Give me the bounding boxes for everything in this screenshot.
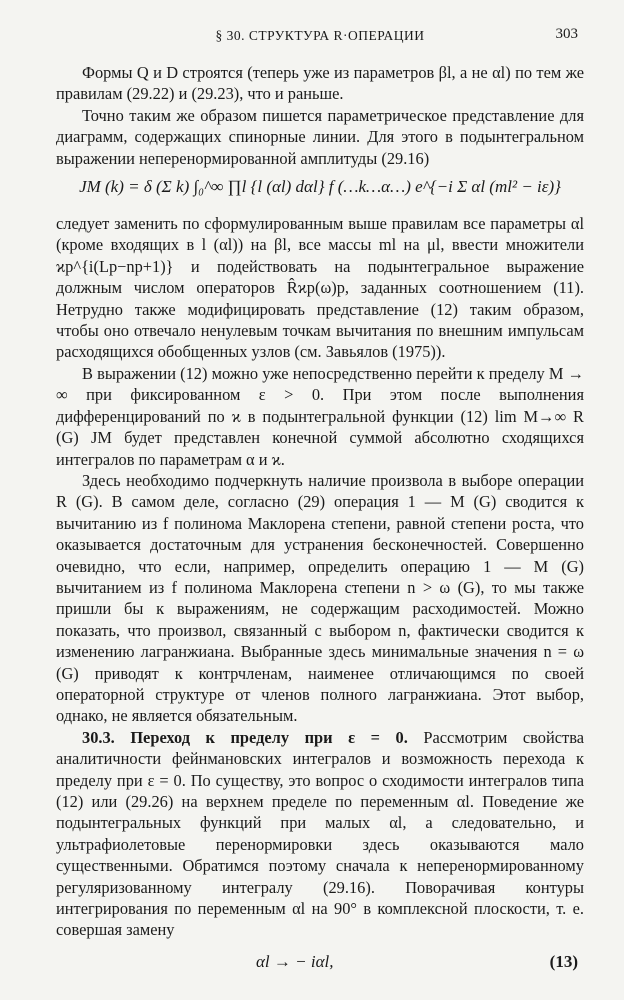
formula-13-number: (13) [549, 951, 578, 971]
paragraph-6-text: Рассмотрим свойства аналитичности фейнмановских интегралов и возможность перехода к пределу при ε = 0. По существу, это вопрос о сходимости интегралов типа (12) или (29.26) на верхнем пределе по переменным αl. Поведение же подынтегральных функций при малых αl, а следовательно, и ультрафиолетовые перенормировки здесь оказываются мало существенными. Обратимся поэтому сначала к неперенормированному регуляризованному интегралу (29.16). Поворачивая контуры интегрирования по переменным αl на 90° в комплексной плоскости, т. е. совершая замену [56, 727, 585, 940]
running-header [56, 28, 584, 48]
paragraph-1: Формы Q и D строятся (теперь уже из параметров βl, а не αl) по тем же правилам (29.22) и (29.23), что и раньше. [56, 63, 584, 104]
paragraph-2: Точно таким же образом пишется параметрическое представление для диаграмм, содержащих спинорные линии. Для этого в подынтегральном выражении неперенормированной амплитуды (29.16) [56, 105, 584, 168]
formula-amplitude: JM (k) = δ (Σ k) ∫₀^∞ ∏l {l (αl) dαl} f (…k…α…) e^{−i Σ αl (ml² − iε)} [79, 177, 561, 197]
paragraph-4: В выражении (12) можно уже непосредственно перейти к пределу M → ∞ при фиксированном ε > 0. При этом после выполнения дифференцирований по ϰ в подынтегральной функции (12) lim M→∞ R (G) JM будет представлен конечной суммой абсолютно сходящихся интегралов по параметрам α и ϰ. [56, 363, 584, 469]
page-number: 303 [555, 26, 578, 42]
section-heading: 30.3. Переход к пределу при ε = 0. [82, 727, 408, 747]
formula-13 [56, 951, 584, 977]
paragraph-5: Здесь необходимо подчеркнуть наличие произвола в выборе операции R (G). В самом деле, согласно (29) операция 1 — M (G) сводится к вычитанию из f полинома Маклорена степени, равной степени роста, что оказывается достаточным для устранения бесконечностей. Совершенно очевидно, что если, например, определить операцию 1 — M (G) вычитанием из f полинома Маклорена степени n > ω (G), то мы также пришли бы к выражениям, не содержащим расходимостей. Можно показать, что произвол, связанный с выбором n, фактически сводится к изменению лагранжиана. Выбранные здесь минимальные значения n = ω (G) приводят к контрчленам, наименее отличающимся по своей операторной структуре от членов полного лагранжиана. Этот выбор, однако, не является обязательным. [56, 470, 584, 726]
paragraph-3: следует заменить по сформулированным выше правилам все параметры αl (кроме входящих в l (αl)) на βl, все массы ml на μl, ввести множители ϰp^{i(Lp−np+1)} и подействовать на подынтегральное выражение должным числом операторов R̂ϰp(ω)p, заданных соотношением (11). Нетрудно также модифицировать представление (12) таким образом, чтобы оно отвечало ненулевым точкам вычитания по внешним импульсам расходящихся обобщенных узлов (см. Завьялов (1975)). [56, 214, 584, 362]
section-title: § 30. СТРУКТУРА R·ОПЕРАЦИИ [215, 28, 425, 43]
paragraph-6 [56, 727, 584, 941]
formula-13-expression: αl → − iαl, [256, 951, 334, 971]
page-body [56, 62, 584, 977]
